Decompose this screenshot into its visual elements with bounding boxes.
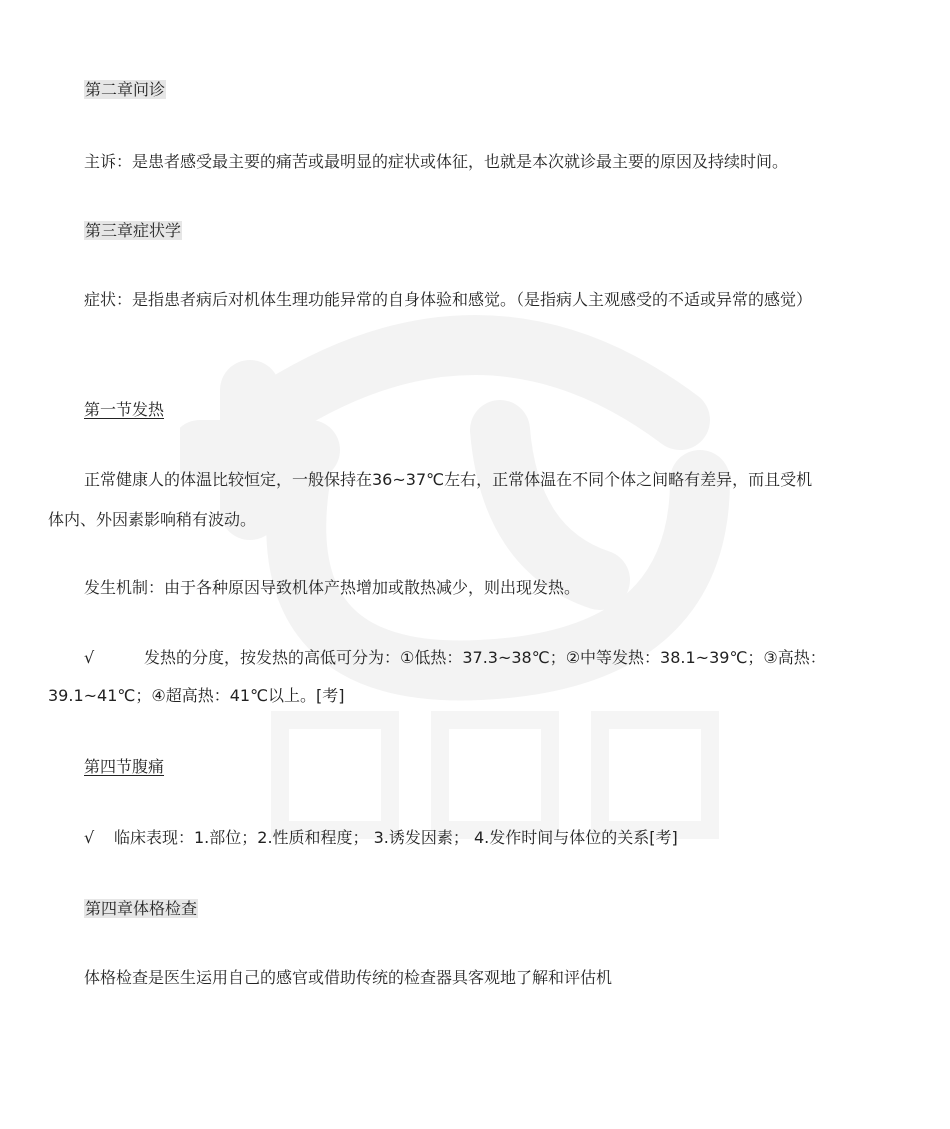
symptom-definition-paragraph: 症状：是指患者病后对机体生理功能异常的自身体验和感觉。（是指病人主观感受的不适或异常的感觉） — [84, 290, 813, 309]
mechanism-paragraph: 发生机制：由于各种原因导致机体产热增加或散热减少，则出现发热。 — [84, 578, 581, 597]
fever-grade-line2: 39.1~41℃；④超高热：41℃以上。[考] — [48, 686, 345, 705]
chapter3-title: 第三章症状学 — [85, 221, 182, 240]
section4-heading — [0, 755, 950, 779]
section1-heading — [0, 398, 950, 422]
abdominal-pain-line — [0, 826, 950, 850]
temperature-paragraph-line2: 体内、外因素影响稍有波动。 — [48, 510, 257, 529]
section1-title: 第一节发热 — [84, 400, 165, 419]
chapter2-heading — [0, 78, 950, 102]
temperature-paragraph-line1: 正常健康人的体温比较恒定，一般保持在36~37℃左右，正常体温在不同个体之间略有差异，而且受机 — [84, 470, 813, 489]
abdominal-pain-text: 临床表现：1.部位；2.性质和程度； 3.诱发因素； 4.发作时间与体位的关系[考] — [114, 828, 678, 847]
check-mark-icon: √ — [84, 828, 95, 847]
chapter4-title: 第四章体格检查 — [85, 899, 198, 918]
fever-grade-text: 发热的分度，按发热的高低可分为：①低热：37.3~38℃；②中等发热：38.1~39℃；③高热： — [144, 648, 826, 667]
chief-complaint-paragraph: 主诉：是患者感受最主要的痛苦或最明显的症状或体征，也就是本次就诊最主要的原因及持续时间。 — [84, 152, 789, 171]
check-mark-icon: √ — [84, 648, 95, 667]
chapter4-heading — [0, 897, 950, 921]
section4-title: 第四节腹痛 — [84, 757, 165, 776]
fever-grade-line1 — [0, 646, 950, 670]
chapter2-title: 第二章问诊 — [85, 80, 166, 99]
chapter3-heading — [0, 219, 950, 243]
physical-exam-paragraph: 体格检查是医生运用自己的感官或借助传统的检查器具客观地了解和评估机 — [84, 968, 613, 987]
